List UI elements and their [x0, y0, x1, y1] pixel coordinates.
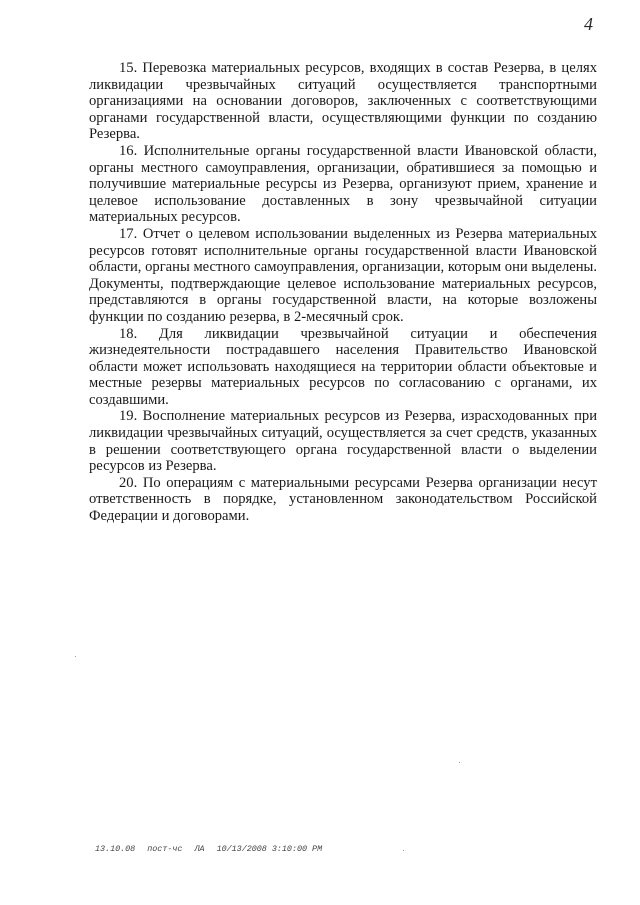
scan-speck [459, 762, 460, 763]
paragraph-17: 17. Отчет о целевом использовании выделенных из Резерва материальных ресурсов готовят исполнительные органы государственной власти Ивановской области, органы местного самоуправления, организации, которым они выделены. Документы, подтверждающие целевое использование материальных ресурсов, представляются в органы государственной власти, на которые возложены функции по созданию резерва, в 2-месячный срок. [89, 225, 597, 325]
footer-initials: ЛА [194, 844, 205, 854]
paragraph-20: 20. По операциям с материальными ресурсами Резерва организации несут ответственность в порядке, установленном законодательством Российской Федерации и договорами. [89, 474, 597, 525]
paragraph-15: 15. Перевозка материальных ресурсов, входящих в состав Резерва, в целях ликвидации чрезвычайных ситуаций осуществляется транспортными организациями на основании договоров, заключенных с соответствующими органами государственной власти, осуществляющими функции по созданию Резерва. [89, 60, 597, 143]
footer-date: 13.10.08 [95, 844, 136, 854]
scan-speck [403, 850, 404, 851]
page-number: 4 [584, 14, 593, 34]
footer-timestamp: 10/13/2008 3:10:00 PM [216, 844, 323, 854]
document-body [89, 60, 597, 525]
scan-speck [75, 656, 76, 657]
footer-doc-code: пост-чс [147, 844, 183, 854]
paragraph-16: 16. Исполнительные органы государственной власти Ивановской области, органы местного самоуправления, организации, обратившиеся за помощью и получившие материальные ресурсы из Резерва, организуют прием, хранение и целевое использование доставленных в зону чрезвычайной ситуации материальных ресурсов. [89, 142, 597, 226]
paragraph-18: 18. Для ликвидации чрезвычайной ситуации и обеспечения жизнедеятельности пострадавшего населения Правительство Ивановской области может использовать находящиеся на территории области объектовые и местные резервы материальных ресурсов по согласованию с органами, их создавшими. [89, 325, 597, 408]
paragraph-19: 19. Восполнение материальных ресурсов из Резерва, израсходованных при ликвидации чрезвычайных ситуаций, осуществляется за счет средств, указанных в решении соответствующего органа государственной власти о выделении ресурсов из Резерва. [89, 408, 597, 475]
document-footer [95, 844, 322, 854]
